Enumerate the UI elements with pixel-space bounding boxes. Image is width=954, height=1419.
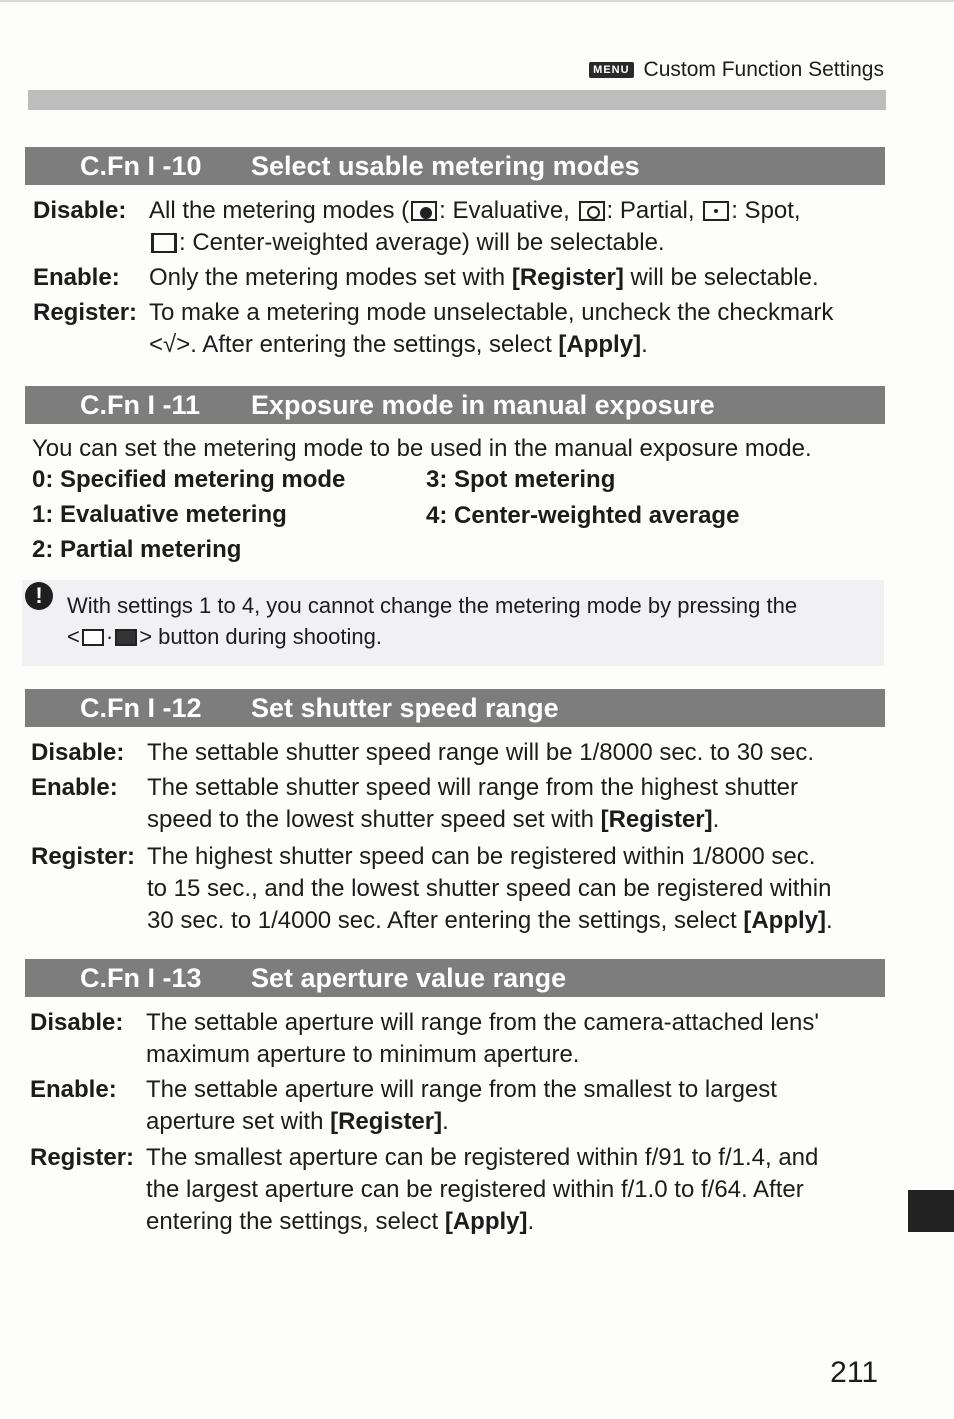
evaluative-metering-icon [411, 201, 437, 221]
exposure-compensation-button-icon [115, 629, 137, 646]
register-end: . [527, 1208, 535, 1235]
enable-label: Enable: [30, 1076, 117, 1103]
section-heading-cfn-11 [25, 386, 885, 424]
register-text [147, 841, 887, 937]
disable-text-part: The settable aperture will range from the camera-attached lens' [146, 1009, 819, 1036]
enable-end: . [442, 1108, 449, 1135]
enable-label: Enable: [33, 264, 120, 291]
register-keyword: [Register] [330, 1108, 443, 1135]
enable-text-part: Only the metering modes set with [149, 264, 512, 291]
register-text3: 30 sec. to 1/4000 sec. After entering the settings, select [147, 907, 744, 934]
disable-partial-text: : Partial, [606, 197, 702, 224]
top-rule [0, 0, 954, 2]
apply-keyword: [Apply] [558, 331, 642, 358]
disable-text [146, 1007, 886, 1071]
note-line2-pre: < [67, 624, 80, 649]
partial-metering-icon [579, 201, 605, 221]
disable-spot-text: : Spot, [731, 197, 801, 224]
register-text2: <√>. After entering the settings, select [149, 331, 559, 358]
register-keyword: [Register] [511, 264, 624, 291]
disable-text [149, 195, 889, 259]
apply-keyword: [Apply] [444, 1208, 528, 1235]
disable-text-part: All the metering modes ( [149, 197, 410, 224]
menu-icon: MENU [589, 62, 633, 78]
section-heading-cfn-12 [25, 689, 885, 727]
section-code: C.Fn I -12 [80, 693, 202, 723]
option-3: 3: Spot metering [426, 466, 616, 493]
disable-label: Disable: [33, 197, 127, 224]
enable-text [147, 772, 887, 836]
enable-end: . [712, 806, 720, 833]
register-label: Register: [31, 843, 136, 870]
enable-label: Enable: [31, 774, 118, 801]
register-text2: the largest aperture can be registered within f/1.0 to f/64. After [146, 1176, 804, 1203]
disable-text2: maximum aperture to minimum aperture. [146, 1041, 580, 1068]
apply-keyword: [Apply] [743, 907, 827, 934]
register-keyword: [Register] [600, 806, 713, 833]
option-2: 2: Partial metering [32, 536, 242, 563]
note-line1: With settings 1 to 4, you cannot change the metering mode by pressing the [67, 593, 798, 618]
option-1: 1: Evaluative metering [32, 501, 287, 528]
disable-text: The settable shutter speed range will be 1/8000 sec. to 30 sec. [147, 739, 815, 766]
header-title: Custom Function Settings [643, 58, 884, 81]
enable-text2: aperture set with [146, 1108, 331, 1135]
caution-icon: ! [25, 582, 53, 610]
disable-label: Disable: [30, 1009, 124, 1036]
section-heading-cfn-13 [25, 959, 885, 997]
register-text [149, 297, 889, 361]
enable-text-part: The settable shutter speed will range from the highest shutter [147, 774, 799, 801]
section-heading-cfn-10 [25, 147, 885, 185]
note-line2-post: > button during shooting. [139, 624, 382, 649]
register-text2: to 15 sec., and the lowest shutter speed can be registered within [147, 875, 832, 902]
register-text [146, 1142, 886, 1238]
section-title: Exposure mode in manual exposure [251, 390, 715, 420]
disable-eval-text: : Evaluative, [439, 197, 577, 224]
metering-mode-button-icon [82, 629, 104, 646]
register-end: . [826, 907, 833, 934]
enable-text-end: will be selectable. [623, 264, 819, 291]
enable-text-part: The settable aperture will range from the smallest to largest [146, 1076, 777, 1103]
page-number: 211 [830, 1356, 878, 1389]
enable-text [146, 1074, 886, 1138]
chapter-tab-marker [908, 1190, 954, 1232]
page-header [589, 58, 884, 82]
enable-text2: speed to the lowest shutter speed set with [147, 806, 601, 833]
section-title: Set shutter speed range [251, 693, 559, 723]
register-text-part: To make a metering mode unselectable, uncheck the checkmark [149, 299, 834, 326]
section-title: Select usable metering modes [251, 151, 640, 181]
header-bar [28, 90, 886, 110]
center-weighted-metering-icon [151, 233, 177, 253]
register-label: Register: [33, 299, 138, 326]
register-text-part: The smallest aperture can be registered within f/91 to f/1.4, and [146, 1144, 819, 1171]
register-label: Register: [30, 1144, 135, 1171]
register-text3: entering the settings, select [146, 1208, 445, 1235]
option-0: 0: Specified metering mode [32, 466, 346, 493]
disable-text2: : Center-weighted average) will be selectable. [179, 229, 665, 256]
option-4: 4: Center-weighted average [426, 502, 740, 529]
section-code: C.Fn I -11 [80, 390, 201, 420]
enable-text [149, 262, 889, 294]
spot-metering-icon [703, 201, 729, 221]
section-code: C.Fn I -13 [80, 963, 202, 993]
register-text-part: The highest shutter speed can be registered within 1/8000 sec. [147, 843, 816, 870]
section-code: C.Fn I -10 [80, 151, 202, 181]
register-end: . [641, 331, 648, 358]
caution-note-text: With settings 1 to 4, you cannot change the metering mode by pressing the < · > button during shooting. [67, 593, 798, 649]
section-title: Set aperture value range [251, 963, 567, 993]
disable-label: Disable: [31, 739, 125, 766]
cfn11-intro: You can set the metering mode to be used in the manual exposure mode. [32, 435, 812, 462]
